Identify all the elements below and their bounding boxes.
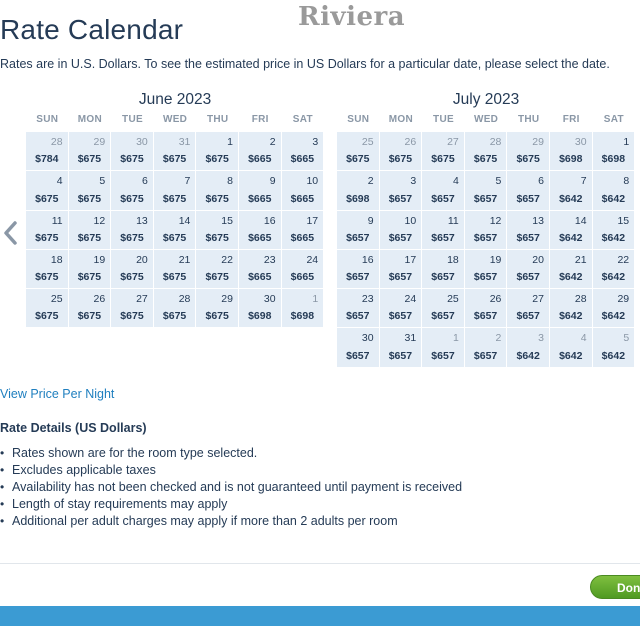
day-price: $665 [290,153,315,166]
calendar-day-cell[interactable] [239,171,282,210]
day-price: $665 [248,271,272,284]
day-price: $675 [205,310,229,323]
calendar-day-cell[interactable] [239,289,282,328]
day-number: 6 [538,175,544,188]
calendar-day-cell[interactable] [196,289,239,328]
weekday-thu: THU [206,114,229,125]
day-number: 3 [538,332,544,345]
list-item: • Additional per adult charges may apply if more than 2 adults per room [0,513,462,530]
day-number: 1 [452,332,459,345]
weekday-sat: SAT [603,114,624,125]
calendar-day-cell[interactable] [239,132,282,171]
day-number: 3 [312,136,319,148]
calendar-week-row [337,132,635,171]
calendar-day-cell[interactable] [380,171,423,210]
day-number: 14 [178,214,191,227]
calendar-day-cell[interactable] [380,289,423,328]
day-number: 23 [361,293,374,306]
day-number: 29 [532,136,544,148]
calendar-day-cell[interactable] [154,250,197,289]
calendar-day-cell[interactable] [593,132,636,171]
day-number: 22 [221,253,233,266]
day-price: $657 [431,271,455,284]
day-number: 9 [269,175,276,188]
calendar-day-cell[interactable] [465,289,508,328]
calendar-week-row [337,171,635,210]
day-number: 4 [580,332,587,345]
calendar-day-cell[interactable] [550,289,593,328]
day-price: $675 [205,192,229,205]
weekday-tue: TUE [122,114,143,125]
rate-details-list [0,445,462,530]
day-number: 22 [617,253,630,266]
day-number: 29 [93,136,106,148]
calendar-day-cell[interactable] [111,132,154,171]
brand-watermark: Riviera [298,2,406,32]
calendar-day-cell[interactable] [337,211,380,250]
calendar-day-cell[interactable] [282,132,325,171]
day-price: $665 [290,231,315,244]
day-number: 28 [178,293,191,306]
day-price: $657 [431,349,455,362]
calendar-day-cell[interactable] [380,211,423,250]
day-number: 2 [367,175,374,188]
day-number: 31 [178,136,191,148]
list-item: • Availability has not been checked and is not guaranteed until payment is received [0,479,462,496]
day-number: 2 [495,332,502,345]
day-price: $657 [516,192,540,205]
day-number: 20 [136,253,148,266]
bottom-bar [0,606,640,626]
day-number: 17 [404,253,417,266]
calendar-day-cell[interactable] [422,328,465,367]
day-number: 21 [574,253,587,266]
day-price: $675 [346,153,370,166]
day-price: $657 [473,231,498,244]
day-number: 24 [404,293,417,306]
weekday-sun: SUN [347,114,370,125]
calendar-day-cell[interactable] [196,211,239,250]
weekday-header [26,114,324,130]
calendar-day-cell[interactable] [593,211,636,250]
calendar-day-cell[interactable] [282,289,325,328]
calendar-day-cell[interactable] [380,328,423,367]
weekday-mon: MON [388,114,413,125]
day-number: 5 [495,175,502,188]
day-price: $642 [559,192,583,205]
calendar-day-cell[interactable] [337,328,380,367]
intro-text: Rates are in U.S. Dollars. To see the estimated price in US Dollars for a particular date, please select the date. [0,57,610,71]
calendar-day-cell[interactable] [111,289,154,328]
calendar-day-cell[interactable] [422,132,465,171]
day-number: 16 [361,253,374,266]
day-number: 25 [361,136,374,148]
day-number: 7 [184,175,191,188]
weekday-wed: WED [473,114,499,125]
view-price-per-night-link[interactable]: View Price Per Night [0,387,115,401]
day-number: 6 [141,175,148,188]
day-number: 30 [574,136,587,148]
weekday-fri: FRI [251,114,269,125]
weekday-tue: TUE [433,114,454,125]
calendar-day-cell[interactable] [26,250,69,289]
day-number: 31 [404,332,417,345]
day-number: 11 [447,214,459,227]
calendar-day-cell[interactable] [154,171,197,210]
day-price: $675 [162,271,187,284]
rate-details-heading: Rate Details (US Dollars) [0,421,147,435]
calendar-week-row [337,328,635,367]
day-price: $675 [120,271,144,284]
day-price: $642 [601,192,626,205]
day-price: $642 [516,349,540,362]
list-item: • Rates shown are for the room type selected. [0,445,462,462]
day-number: 18 [50,253,63,266]
month-june [26,90,324,328]
day-price: $675 [120,192,144,205]
day-number: 27 [136,293,148,306]
calendar-day-cell[interactable] [593,171,636,210]
day-price: $642 [559,310,583,323]
calendar-day-cell[interactable] [550,328,593,367]
day-price: $642 [559,349,583,362]
day-number: 8 [623,175,630,188]
day-number: 12 [489,214,502,227]
calendar-day-cell[interactable] [154,289,197,328]
calendar-day-cell[interactable] [337,250,380,289]
weekday-mon: MON [77,114,102,125]
day-price: $675 [77,153,102,166]
day-price: $657 [346,310,370,323]
day-number: 2 [269,136,276,148]
month-july [337,90,635,368]
day-number: 1 [227,136,233,148]
calendar-day-cell[interactable] [337,289,380,328]
june-weeks [26,132,324,328]
footer-divider [0,563,640,564]
calendar-day-cell[interactable] [380,250,423,289]
calendar-week-row [26,250,324,289]
calendar-day-cell[interactable] [111,171,154,210]
day-price: $657 [388,231,413,244]
calendar-week-row [337,289,635,328]
day-number: 18 [447,253,459,266]
calendar-day-cell[interactable] [380,132,423,171]
day-price: $642 [601,271,626,284]
day-price: $642 [559,271,583,284]
day-number: 3 [410,175,417,188]
calendar-day-cell[interactable] [465,211,508,250]
day-price: $657 [516,231,540,244]
day-price: $657 [388,349,413,362]
day-number: 27 [447,136,459,148]
previous-month-button[interactable] [2,220,18,246]
calendar-day-cell[interactable] [196,250,239,289]
calendar-day-cell[interactable] [69,289,112,328]
day-price: $642 [559,231,583,244]
calendar-day-cell[interactable] [69,250,112,289]
day-price: $675 [473,153,498,166]
day-price: $657 [431,310,455,323]
day-number: 25 [447,293,459,306]
day-price: $675 [35,271,59,284]
day-price: $675 [431,153,455,166]
day-price: $675 [77,192,102,205]
calendar-day-cell[interactable] [282,250,325,289]
calendar-day-cell[interactable] [26,132,69,171]
day-price: $675 [205,153,229,166]
day-price: $698 [248,310,272,323]
day-price: $675 [162,310,187,323]
day-number: 12 [93,214,106,227]
day-price: $657 [473,192,498,205]
day-number: 26 [404,136,417,148]
weekday-fri: FRI [562,114,580,125]
calendar-day-cell[interactable] [507,328,550,367]
day-price: $784 [35,153,59,166]
calendar-day-cell[interactable] [282,211,325,250]
day-price: $675 [77,310,102,323]
day-price: $642 [601,310,626,323]
weekday-thu: THU [517,114,540,125]
day-price: $675 [516,153,540,166]
day-price: $675 [120,231,144,244]
calendar-day-cell[interactable] [550,171,593,210]
day-number: 28 [50,136,63,148]
day-number: 16 [263,214,276,227]
calendar-day-cell[interactable] [550,211,593,250]
day-number: 26 [93,293,106,306]
calendar-day-cell[interactable] [196,171,239,210]
day-price: $675 [388,153,413,166]
calendar-day-cell[interactable] [422,211,465,250]
day-number: 27 [532,293,544,306]
day-price: $675 [35,192,59,205]
day-price: $675 [120,310,144,323]
day-number: 4 [452,175,459,188]
day-number: 11 [51,214,63,227]
day-number: 1 [623,136,630,148]
day-number: 28 [574,293,587,306]
day-number: 20 [532,253,544,266]
calendar-day-cell[interactable] [154,211,197,250]
list-item: • Excludes applicable taxes [0,462,462,479]
calendar-day-cell[interactable] [26,211,69,250]
day-price: $665 [248,231,272,244]
calendar-day-cell[interactable] [507,132,550,171]
calendar-day-cell[interactable] [465,328,508,367]
day-price: $657 [473,310,498,323]
day-price: $675 [205,271,229,284]
done-button[interactable]: Don [590,575,640,599]
day-price: $665 [248,192,272,205]
day-number: 25 [50,293,63,306]
day-number: 29 [617,293,630,306]
calendar-day-cell[interactable] [337,171,380,210]
day-price: $657 [346,231,370,244]
calendar-day-cell[interactable] [507,289,550,328]
july-weeks [337,132,635,368]
month-title: July 2023 [452,91,520,108]
calendar-week-row [26,211,324,250]
day-number: 13 [136,214,148,227]
day-price: $675 [77,231,102,244]
calendar-day-cell[interactable] [69,211,112,250]
day-number: 5 [623,332,630,345]
day-price: $657 [388,192,413,205]
calendar-day-cell[interactable] [154,132,197,171]
day-price: $675 [205,231,229,244]
day-number: 14 [574,214,587,227]
calendar-day-cell[interactable] [26,289,69,328]
chevron-left-icon [2,220,18,246]
day-price: $657 [516,310,540,323]
day-price: $657 [516,271,540,284]
day-number: 15 [617,214,630,227]
day-number: 19 [93,253,106,266]
day-price: $642 [601,349,626,362]
calendar-day-cell[interactable] [465,250,508,289]
day-price: $698 [601,153,626,166]
calendar-day-cell[interactable] [69,171,112,210]
day-number: 30 [263,293,276,306]
calendar-day-cell[interactable] [337,132,380,171]
calendar-day-cell[interactable] [69,132,112,171]
calendar-day-cell[interactable] [593,250,636,289]
day-number: 28 [489,136,502,148]
day-price: $657 [431,192,455,205]
calendar-day-cell[interactable] [111,250,154,289]
day-price: $698 [346,192,370,205]
day-price: $657 [346,271,370,284]
day-price: $642 [601,231,626,244]
day-price: $657 [473,349,498,362]
calendar-day-cell[interactable] [422,250,465,289]
day-number: 7 [580,175,587,188]
weekday-wed: WED [162,114,188,125]
day-number: 15 [221,214,233,227]
calendar-day-cell[interactable] [507,171,550,210]
month-title: June 2023 [138,91,212,108]
day-number: 17 [306,214,319,227]
calendar-day-cell[interactable] [593,289,636,328]
calendar-day-cell[interactable] [422,171,465,210]
calendar-week-row [337,211,635,250]
calendar-day-cell[interactable] [282,171,325,210]
calendar-day-cell[interactable] [26,171,69,210]
list-item: • Length of stay requirements may apply [0,496,462,513]
day-price: $665 [248,153,272,166]
calendar-day-cell[interactable] [111,211,154,250]
day-number: 9 [367,214,374,227]
day-price: $675 [35,231,59,244]
day-price: $675 [162,192,187,205]
day-price: $675 [120,153,144,166]
calendar-day-cell[interactable] [422,289,465,328]
calendar-week-row [337,250,635,289]
calendar-day-cell[interactable] [239,211,282,250]
day-price: $675 [35,310,59,323]
day-price: $675 [162,153,187,166]
calendar-day-cell[interactable] [550,132,593,171]
day-number: 30 [136,136,148,148]
day-number: 19 [489,253,502,266]
day-price: $698 [559,153,583,166]
day-price: $675 [162,231,187,244]
day-price: $657 [346,349,370,362]
day-price: $657 [388,310,413,323]
calendar-day-cell[interactable] [196,132,239,171]
day-price: $675 [77,271,102,284]
weekday-header [337,114,635,130]
day-number: 8 [227,175,233,188]
day-number: 10 [404,214,417,227]
day-number: 26 [489,293,502,306]
day-number: 5 [99,175,106,188]
day-number: 10 [306,175,319,188]
calendar-day-cell[interactable] [465,171,508,210]
day-price: $657 [473,271,498,284]
day-number: 30 [361,332,374,345]
calendar-week-row [26,289,324,328]
day-number: 23 [263,253,276,266]
calendar-day-cell[interactable] [507,250,550,289]
day-number: 24 [306,253,319,266]
day-number: 29 [221,293,233,306]
calendar-day-cell[interactable] [239,250,282,289]
calendar-week-row [26,171,324,210]
day-price: $665 [290,192,315,205]
calendar-day-cell[interactable] [550,250,593,289]
day-price: $665 [290,271,315,284]
day-number: 13 [532,214,544,227]
day-number: 4 [56,175,63,188]
weekday-sat: SAT [292,114,313,125]
calendar-week-row [26,132,324,171]
day-number: 1 [312,293,319,306]
day-price: $657 [431,231,455,244]
calendar-day-cell[interactable] [465,132,508,171]
day-price: $698 [290,310,315,323]
day-price: $657 [388,271,413,284]
day-number: 21 [178,253,191,266]
weekday-sun: SUN [36,114,59,125]
calendar-day-cell[interactable] [507,211,550,250]
calendar-day-cell[interactable] [593,328,636,367]
page-title: Rate Calendar [0,14,184,45]
